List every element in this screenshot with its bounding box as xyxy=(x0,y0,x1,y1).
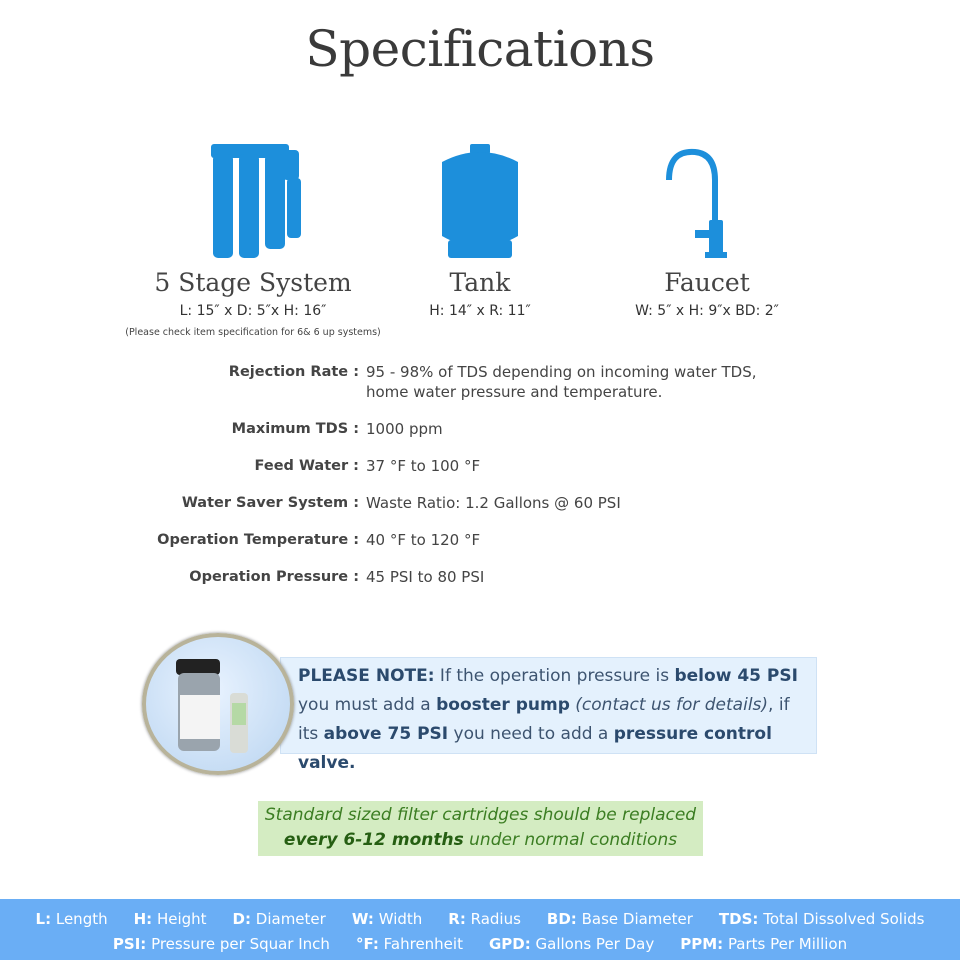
note-bold: below 45 PSI xyxy=(674,666,798,686)
replacement-line: Standard sized filter cartridges should be replaced xyxy=(264,805,697,825)
product-faucet xyxy=(567,140,847,319)
legend-value: Width xyxy=(378,910,423,928)
note-text: you need to add a xyxy=(448,724,614,744)
legend-row xyxy=(0,907,960,932)
legend-item xyxy=(547,910,693,928)
legend-item xyxy=(356,935,463,953)
spec-value: 95 - 98% of TDS depending on incoming water TDS, home water pressure and temperature. xyxy=(366,363,757,401)
spec-label: Water Saver System : xyxy=(181,495,359,511)
note-heading: PLEASE NOTE: xyxy=(298,666,435,686)
legend-key: GPD: xyxy=(488,935,531,953)
spec-row xyxy=(0,456,960,476)
spec-value: 40 °F to 120 °F xyxy=(366,531,481,549)
spec-label: Operation Temperature : xyxy=(157,532,359,548)
replacement-line xyxy=(258,828,703,853)
legend-key: L: xyxy=(35,910,52,928)
spec-label: Operation Pressure : xyxy=(189,569,359,585)
legend-item xyxy=(36,910,108,928)
note-bold: pressure control valve. xyxy=(298,724,772,773)
legend-item xyxy=(489,935,654,953)
spec-row xyxy=(0,362,960,402)
product-dimensions: W: 5″ x H: 9″x BD: 2″ xyxy=(635,303,779,319)
product-name: Tank xyxy=(449,268,511,297)
legend-value: Base Diameter xyxy=(581,910,693,928)
ro-system-icon xyxy=(203,140,303,260)
legend-value: Parts Per Million xyxy=(727,935,848,953)
faucet-icon xyxy=(657,140,757,260)
legend-value: Total Dissolved Solids xyxy=(763,910,925,928)
spec-value: 1000 ppm xyxy=(366,420,443,438)
replacement-interval: every 6-12 months xyxy=(283,830,464,850)
product-note: (Please check item specification for 6& 6 up systems) xyxy=(125,327,381,338)
legend-key: R: xyxy=(448,910,466,928)
product-name: 5 Stage System xyxy=(154,268,352,297)
spec-row xyxy=(0,493,960,513)
legend-item xyxy=(680,935,847,953)
legend-value: Pressure per Squar Inch xyxy=(151,935,330,953)
legend-value: Fahrenheit xyxy=(383,935,463,953)
page-title: Specifications xyxy=(305,20,655,78)
legend-key: D: xyxy=(232,910,251,928)
note-bold: booster pump xyxy=(436,695,570,715)
legend-item xyxy=(448,910,521,928)
product-dimensions: L: 15″ x D: 5″x H: 16″ xyxy=(179,303,327,319)
note-bold: above 75 PSI xyxy=(323,724,449,744)
legend-key: PPM: xyxy=(680,935,724,953)
spec-row xyxy=(0,567,960,587)
spec-row xyxy=(0,419,960,439)
legend-value: Height xyxy=(156,910,207,928)
legend-value: Length xyxy=(55,910,108,928)
spec-row xyxy=(0,530,960,550)
product-dimensions: H: 14″ x R: 11″ xyxy=(429,303,531,319)
legend-key: H: xyxy=(133,910,153,928)
spec-label: Feed Water : xyxy=(254,458,359,474)
legend-item xyxy=(352,910,422,928)
legend-value: Radius xyxy=(470,910,521,928)
replacement-note xyxy=(258,801,703,856)
spec-value: 37 °F to 100 °F xyxy=(366,457,481,475)
legend-item xyxy=(719,910,925,928)
note-italic: (contact us for details) xyxy=(575,695,769,715)
legend-key: PSI: xyxy=(112,935,147,953)
legend-key: W: xyxy=(351,910,374,928)
note-text: If the operation pressure is xyxy=(434,666,675,686)
pressure-note xyxy=(280,657,817,773)
spec-value: Waste Ratio: 1.2 Gallons @ 60 PSI xyxy=(366,494,621,512)
booster-pump-image xyxy=(142,633,294,775)
legend-key: BD: xyxy=(546,910,577,928)
spec-list xyxy=(0,362,960,604)
legend-key: °F: xyxy=(355,935,379,953)
product-name: Faucet xyxy=(664,268,750,297)
tank-icon xyxy=(430,140,530,260)
replacement-text: under normal conditions xyxy=(463,830,678,850)
legend-item xyxy=(233,910,326,928)
legend-key: TDS: xyxy=(718,910,759,928)
spec-label: Maximum TDS : xyxy=(231,421,359,437)
legend-row xyxy=(0,932,960,957)
legend-item xyxy=(113,935,330,953)
note-text: you must add a xyxy=(298,695,437,715)
legend-item xyxy=(134,910,207,928)
abbreviation-legend xyxy=(0,899,960,960)
legend-value: Diameter xyxy=(255,910,326,928)
note-text: , if its xyxy=(298,695,790,744)
legend-value: Gallons Per Day xyxy=(535,935,655,953)
spec-label: Rejection Rate : xyxy=(228,364,359,380)
spec-value: 45 PSI to 80 PSI xyxy=(366,568,485,586)
